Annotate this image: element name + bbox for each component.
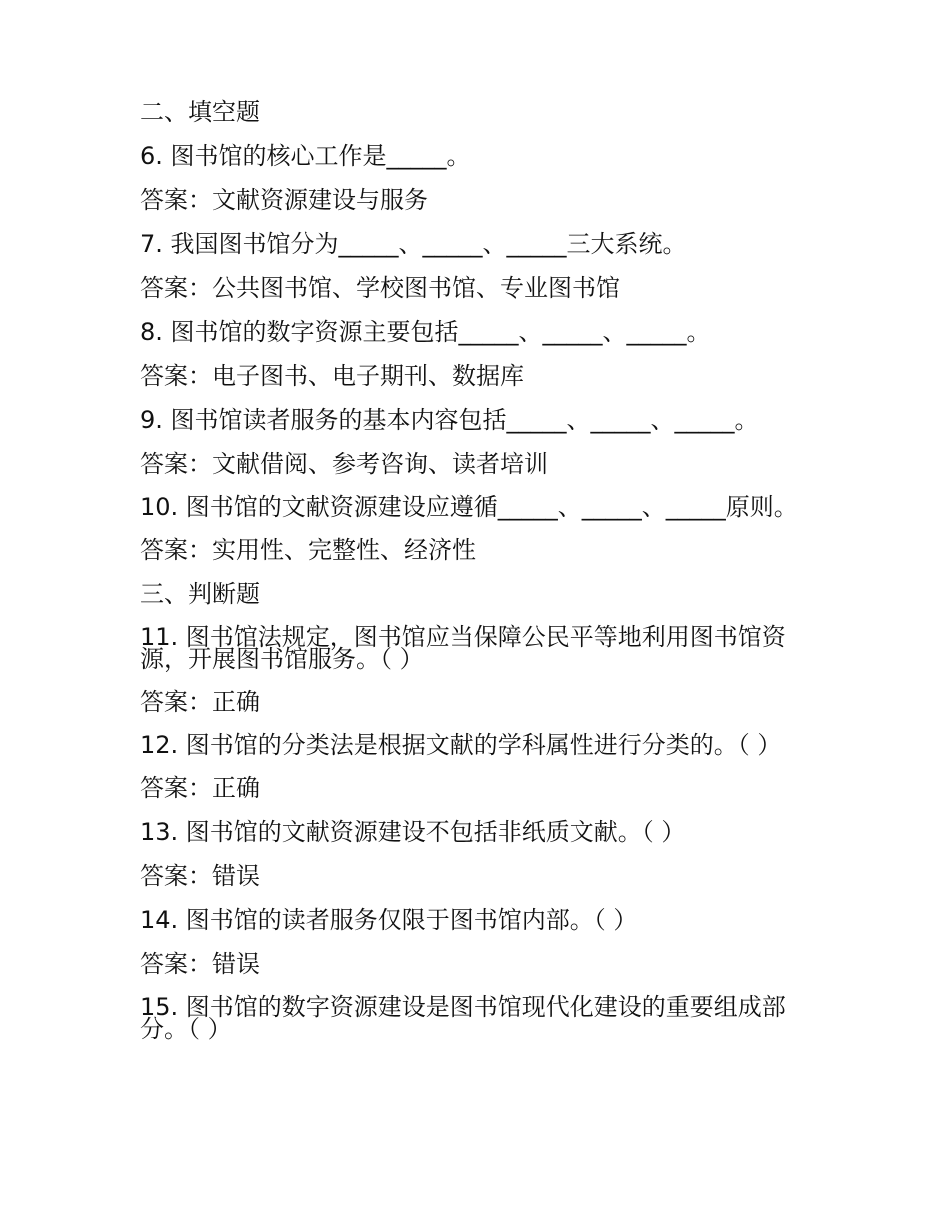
question-8: 8. 图书馆的数字资源主要包括_____、_____、_____。 [140,318,711,346]
answer-7: 答案：公共图书馆、学校图书馆、专业图书馆 [140,274,620,302]
question-15: 15. 图书馆的数字资源建设是图书馆现代化建设的重要组成部分。（ ） [140,993,786,1043]
section-heading-fill-blank: 二、填空题 [140,98,260,126]
answer-14: 答案：错误 [140,950,260,978]
question-6: 6. 图书馆的核心工作是_____。 [140,142,471,170]
question-11: 11. 图书馆法规定，图书馆应当保障公民平等地利用图书馆资源，开展图书馆服务。（ ） [140,623,786,673]
question-7: 7. 我国图书馆分为_____、_____、_____三大系统。 [140,230,687,258]
question-14: 14. 图书馆的读者服务仅限于图书馆内部。（ ） [140,906,638,934]
answer-12: 答案：正确 [140,774,260,802]
answer-10: 答案：实用性、完整性、经济性 [140,536,476,564]
question-12: 12. 图书馆的分类法是根据文献的学科属性进行分类的。（ ） [140,731,782,759]
question-13: 13. 图书馆的文献资源建设不包括非纸质文献。（ ） [140,818,686,846]
answer-11: 答案：正确 [140,688,260,716]
document-page [140,100,810,1060]
answer-13: 答案：错误 [140,862,260,890]
question-10: 10. 图书馆的文献资源建设应遵循_____、_____、_____原则。 [140,493,798,521]
answer-9: 答案：文献借阅、参考咨询、读者培训 [140,450,548,478]
answer-8: 答案：电子图书、电子期刊、数据库 [140,362,524,390]
question-9: 9. 图书馆读者服务的基本内容包括_____、_____、_____。 [140,406,759,434]
answer-6: 答案：文献资源建设与服务 [140,186,428,214]
section-heading-true-false: 三、判断题 [140,580,260,608]
